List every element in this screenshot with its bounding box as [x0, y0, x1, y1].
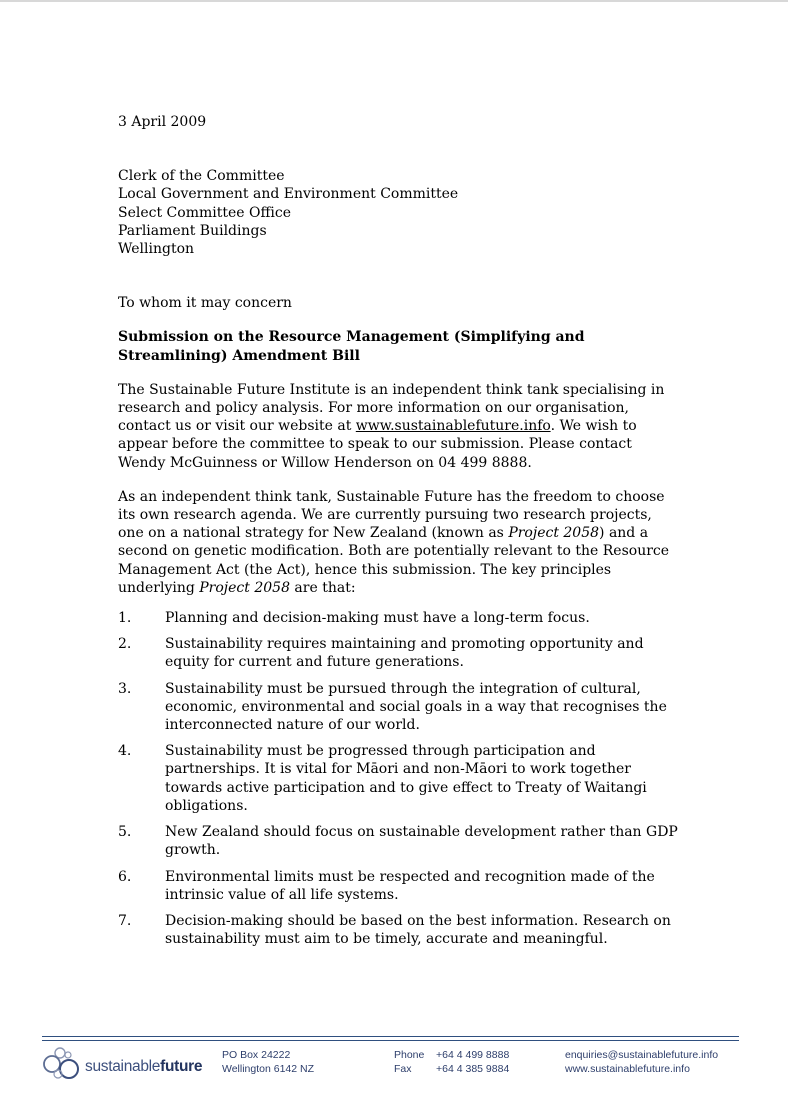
- research-text-1: As an independent think tank, Sustainable Future has the freedom to choose its own research agenda. We are currently pursuing two research projects, one on a national strategy for New Zealand (known as: [118, 488, 665, 542]
- postal-address: [222, 1048, 314, 1076]
- list-number: 3.: [118, 680, 132, 697]
- subject-heading: Submission on the Resource Management (Simplifying and Streamlining) Amendment Bill: [118, 329, 585, 364]
- logo-word-bold: future: [160, 1058, 203, 1075]
- list-number: 4.: [118, 743, 132, 760]
- footer-rule: [42, 1040, 739, 1041]
- logo-wordmark: [85, 1058, 202, 1076]
- list-item: [118, 912, 678, 948]
- website-footer-link[interactable]: www.sustainablefuture.info: [565, 1063, 690, 1075]
- address-line: Wellington: [118, 241, 195, 258]
- list-item: [118, 868, 678, 904]
- intro-text-end: . We wish to appear before the committee to speak to our submission. Please contact Wendy McGuinness or Willow Henderson on 04 499 8888.: [118, 418, 637, 471]
- bubbles-logo-icon: [42, 1046, 82, 1080]
- logo-word-light: sustainable: [85, 1058, 161, 1075]
- address-line: Select Committee Office: [118, 204, 292, 221]
- letter-date: 3 April 2009: [118, 114, 207, 130]
- list-item: [118, 680, 678, 735]
- website-link[interactable]: www.sustainablefuture.info: [355, 418, 551, 435]
- list-text: Decision-making should be based on the best information. Research on sustainability must aim to be timely, accurate and meaningful.: [165, 912, 671, 948]
- online-contacts: [565, 1048, 718, 1076]
- intro-text-start: The Sustainable Future Institute is an independent think tank specialising in research and policy analysis. For more information on our organisation, contact us or visit our website at: [118, 381, 665, 435]
- list-item: [118, 823, 678, 859]
- research-paragraph: [118, 488, 678, 597]
- list-number: 1.: [118, 610, 132, 627]
- phone-label: Phone: [394, 1049, 425, 1061]
- contact-numbers: [436, 1048, 509, 1076]
- principles-list: [118, 609, 678, 948]
- salutation: To whom it may concern: [118, 295, 292, 312]
- project-name: Project 2058: [508, 525, 600, 542]
- list-text: Sustainability must be pursued through the integration of cultural, economic, environmental and social goals in a way that recognises the interconnected nature of our world.: [165, 680, 667, 734]
- project-name: Project 2058: [199, 579, 290, 596]
- contact-labels: [394, 1048, 424, 1076]
- address-line: Parliament Buildings: [118, 222, 267, 239]
- list-number: 6.: [118, 868, 132, 885]
- research-text-3: are that:: [289, 579, 356, 596]
- list-item: [118, 609, 678, 627]
- address-line: Clerk of the Committee: [118, 168, 285, 185]
- list-number: 7.: [118, 912, 132, 929]
- email-link[interactable]: enquiries@sustainablefuture.info: [565, 1049, 719, 1061]
- list-item: [118, 635, 678, 671]
- list-text: New Zealand should focus on sustainable development rather than GDP growth.: [165, 824, 678, 859]
- phone-number: +64 4 499 8888: [436, 1049, 510, 1061]
- letter-body: [118, 113, 678, 956]
- letterhead-footer: [0, 1044, 788, 1084]
- fax-label: Fax: [394, 1063, 412, 1075]
- page-top-border: [0, 0, 788, 2]
- list-text: Sustainability must be progressed through participation and partnerships. It is vital for Māori and non-Māori to work together towards active participation and to give effect to Treaty of Waitangi obligations.: [165, 743, 647, 814]
- list-text: Planning and decision-making must have a long-term focus.: [165, 610, 590, 627]
- list-item: [118, 742, 678, 815]
- footer-rule: [42, 1036, 739, 1037]
- address-line: Local Government and Environment Committee: [118, 186, 459, 203]
- list-number: 2.: [118, 636, 132, 653]
- po-box: PO Box 24222: [222, 1049, 291, 1061]
- list-text: Sustainability requires maintaining and promoting opportunity and equity for current and future generations.: [165, 636, 644, 671]
- list-number: 5.: [118, 824, 132, 841]
- city: Wellington 6142 NZ: [222, 1063, 315, 1075]
- research-text-2: ) and a second on genetic modification. Both are potentially relevant to the Resource Management Act (the Act), hence this submission. The key principles underlying: [118, 525, 670, 596]
- recipient-address: [118, 167, 678, 258]
- intro-paragraph: [118, 381, 678, 472]
- list-text: Environmental limits must be respected and recognition made of the intrinsic value of all life systems.: [165, 868, 655, 903]
- fax-number: +64 4 385 9884: [436, 1063, 510, 1075]
